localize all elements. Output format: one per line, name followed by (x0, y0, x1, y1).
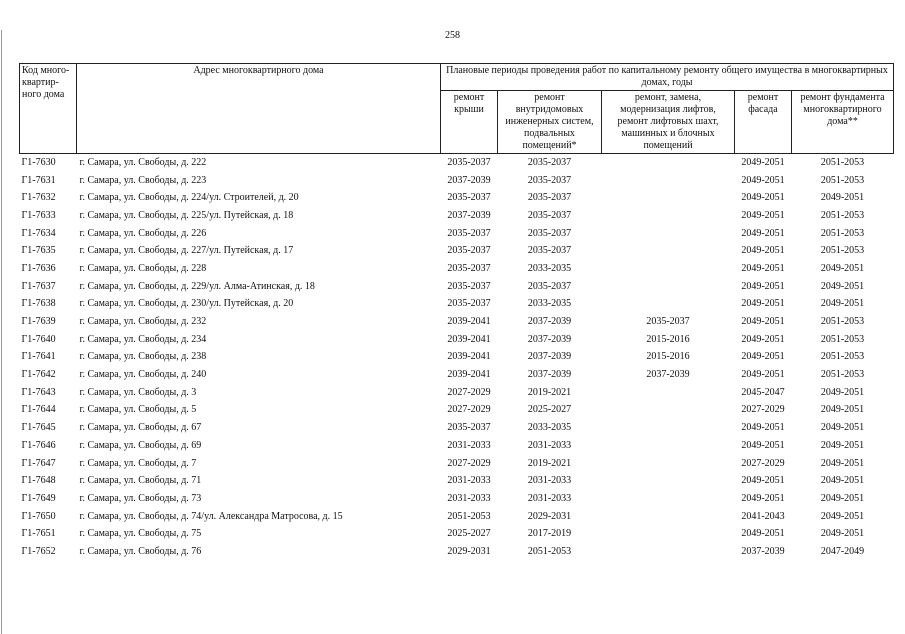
cell-address: г. Самара, ул. Свободы, д. 234 (79, 333, 207, 345)
cell-code: Г1-7641 (21, 351, 56, 363)
cell-roof: 2035-2037 (447, 156, 491, 168)
cell-foundation: 2049-2051 (820, 262, 865, 274)
cell-elevators (602, 543, 735, 561)
cell-roof: 2031-2033 (447, 492, 491, 504)
cell-facade: 2049-2051 (741, 156, 785, 168)
cell-elevators: 2035-2037 (646, 316, 690, 328)
cell-engineering: 2035-2037 (527, 156, 572, 168)
cell-facade: 2049-2051 (741, 209, 785, 221)
cell-elevators (602, 472, 735, 490)
cell-engineering: 2019-2021 (527, 386, 572, 398)
cell-engineering: 2031-2033 (527, 439, 572, 451)
page-number: 258 (445, 30, 460, 41)
cell-address: г. Самара, ул. Свободы, д. 232 (79, 316, 207, 328)
cell-engineering: 2031-2033 (527, 492, 572, 504)
cell-foundation: 2049-2051 (820, 298, 865, 310)
page-edge-rule (1, 30, 2, 634)
cell-facade: 2049-2051 (741, 351, 785, 363)
cell-engineering: 2035-2037 (527, 209, 572, 221)
cell-code: Г1-7640 (21, 333, 56, 345)
cell-address: г. Самара, ул. Свободы, д. 222 (79, 156, 207, 168)
cell-elevators: 2015-2016 (646, 333, 690, 345)
cell-facade: 2049-2051 (741, 316, 785, 328)
table-row (20, 242, 894, 260)
cell-elevators: 2037-2039 (646, 369, 690, 381)
cell-elevators (602, 207, 735, 225)
header-code: Код много-квартир-ного дома (20, 64, 77, 154)
cell-roof: 2027-2029 (447, 404, 491, 416)
cell-elevators (602, 525, 735, 543)
cell-foundation: 2051-2053 (820, 333, 865, 345)
cell-elevators (602, 296, 735, 314)
cell-address: г. Самара, ул. Свободы, д. 76 (79, 545, 202, 557)
cell-address: г. Самара, ул. Свободы, д. 224/ул. Строителей, д. 20 (79, 192, 299, 204)
cell-foundation: 2051-2053 (820, 245, 865, 257)
cell-elevators (602, 437, 735, 455)
cell-foundation: 2049-2051 (820, 422, 865, 434)
cell-code: Г1-7632 (21, 192, 56, 204)
cell-engineering: 2035-2037 (527, 280, 572, 292)
cell-engineering: 2035-2037 (527, 192, 572, 204)
table-row (20, 225, 894, 243)
table-row (20, 384, 894, 402)
cell-foundation: 2051-2053 (820, 174, 865, 186)
cell-facade: 2049-2051 (741, 298, 785, 310)
cell-engineering: 2017-2019 (527, 528, 572, 540)
cell-engineering: 2035-2037 (527, 245, 572, 257)
header-foundation: ремонт фундамента многоквартирного дома** (792, 91, 894, 154)
cell-elevators (602, 154, 735, 172)
cell-address: г. Самара, ул. Свободы, д. 75 (79, 528, 202, 540)
cell-foundation: 2051-2053 (820, 227, 865, 239)
cell-facade: 2041-2043 (741, 510, 785, 522)
cell-address: г. Самара, ул. Свободы, д. 69 (79, 439, 202, 451)
cell-roof: 2039-2041 (447, 316, 491, 328)
cell-address: г. Самара, ул. Свободы, д. 238 (79, 351, 207, 363)
cell-code: Г1-7651 (21, 528, 56, 540)
cell-roof: 2025-2027 (447, 528, 491, 540)
cell-address: г. Самара, ул. Свободы, д. 223 (79, 174, 207, 186)
cell-code: Г1-7647 (21, 457, 56, 469)
table-row (20, 472, 894, 490)
table-row (20, 402, 894, 420)
cell-address: г. Самара, ул. Свободы, д. 227/ул. Путейская, д. 17 (79, 245, 294, 257)
table-row (20, 189, 894, 207)
cell-roof: 2027-2029 (447, 457, 491, 469)
cell-facade: 2049-2051 (741, 280, 785, 292)
cell-roof: 2029-2031 (447, 545, 491, 557)
cell-facade: 2049-2051 (741, 422, 785, 434)
cell-elevators (602, 455, 735, 473)
cell-facade: 2049-2051 (741, 227, 785, 239)
cell-facade: 2049-2051 (741, 333, 785, 345)
table-row (20, 278, 894, 296)
header-address: Адрес многоквартирного дома (77, 64, 441, 154)
cell-roof: 2037-2039 (447, 174, 491, 186)
cell-code: Г1-7648 (21, 475, 56, 487)
cell-code: Г1-7642 (21, 369, 56, 381)
cell-roof: 2037-2039 (447, 209, 491, 221)
cell-code: Г1-7630 (21, 156, 56, 168)
cell-elevators (602, 242, 735, 260)
cell-engineering: 2029-2031 (527, 510, 572, 522)
cell-roof: 2039-2041 (447, 333, 491, 345)
table-row (20, 508, 894, 526)
cell-foundation: 2049-2051 (820, 475, 865, 487)
cell-roof: 2031-2033 (447, 439, 491, 451)
cell-foundation: 2049-2051 (820, 280, 865, 292)
table-row (20, 525, 894, 543)
cell-facade: 2027-2029 (741, 404, 785, 416)
cell-foundation: 2051-2053 (820, 369, 865, 381)
cell-code: Г1-7637 (21, 280, 56, 292)
cell-facade: 2049-2051 (741, 192, 785, 204)
cell-elevators (602, 225, 735, 243)
cell-elevators: 2015-2016 (646, 351, 690, 363)
cell-foundation: 2049-2051 (820, 404, 865, 416)
cell-foundation: 2049-2051 (820, 510, 865, 522)
header-engineering: ремонт внутридомовых инженерных систем, подвальных помещений* (498, 91, 602, 154)
table-row (20, 366, 894, 384)
cell-code: Г1-7649 (21, 492, 56, 504)
cell-engineering: 2019-2021 (527, 457, 572, 469)
cell-elevators (602, 260, 735, 278)
cell-elevators (602, 508, 735, 526)
cell-code: Г1-7646 (21, 439, 56, 451)
cell-elevators (602, 384, 735, 402)
cell-facade: 2049-2051 (741, 492, 785, 504)
cell-code: Г1-7644 (21, 404, 56, 416)
cell-facade: 2045-2047 (741, 386, 785, 398)
table-row (20, 490, 894, 508)
cell-roof: 2035-2037 (447, 280, 491, 292)
cell-foundation: 2049-2051 (820, 492, 865, 504)
cell-code: Г1-7643 (21, 386, 56, 398)
cell-engineering: 2035-2037 (527, 174, 572, 186)
table-row (20, 260, 894, 278)
cell-code: Г1-7650 (21, 510, 56, 522)
cell-address: г. Самара, ул. Свободы, д. 3 (79, 386, 197, 398)
table-row (20, 543, 894, 561)
cell-facade: 2049-2051 (741, 262, 785, 274)
cell-foundation: 2051-2053 (820, 209, 865, 221)
cell-foundation: 2049-2051 (820, 457, 865, 469)
cell-elevators (602, 278, 735, 296)
cell-roof: 2039-2041 (447, 369, 491, 381)
table-row (20, 207, 894, 225)
cell-elevators (602, 419, 735, 437)
cell-elevators (602, 490, 735, 508)
cell-engineering: 2037-2039 (527, 333, 572, 345)
cell-roof: 2035-2037 (447, 262, 491, 274)
cell-foundation: 2051-2053 (820, 351, 865, 363)
table-row (20, 313, 894, 331)
cell-roof: 2035-2037 (447, 422, 491, 434)
cell-address: г. Самара, ул. Свободы, д. 226 (79, 227, 207, 239)
cell-code: Г1-7639 (21, 316, 56, 328)
cell-engineering: 2037-2039 (527, 351, 572, 363)
cell-address: г. Самара, ул. Свободы, д. 240 (79, 369, 207, 381)
cell-address: г. Самара, ул. Свободы, д. 7 (79, 457, 197, 469)
table-row (20, 455, 894, 473)
cell-roof: 2027-2029 (447, 386, 491, 398)
cell-elevators (602, 402, 735, 420)
cell-code: Г1-7633 (21, 209, 56, 221)
cell-address: г. Самара, ул. Свободы, д. 230/ул. Путейская, д. 20 (79, 298, 294, 310)
cell-roof: 2035-2037 (447, 227, 491, 239)
table-row (20, 296, 894, 314)
cell-foundation: 2049-2051 (820, 528, 865, 540)
cell-foundation: 2051-2053 (820, 316, 865, 328)
cell-roof: 2035-2037 (447, 192, 491, 204)
cell-foundation: 2049-2051 (820, 439, 865, 451)
cell-code: Г1-7631 (21, 174, 56, 186)
header-facade: ремонт фасада (735, 91, 792, 154)
cell-address: г. Самара, ул. Свободы, д. 229/ул. Алма-Атинская, д. 18 (79, 280, 315, 292)
cell-address: г. Самара, ул. Свободы, д. 225/ул. Путейская, д. 18 (79, 209, 294, 221)
cell-address: г. Самара, ул. Свободы, д. 71 (79, 475, 202, 487)
header-elevators: ремонт, замена, модернизация лифтов, ремонт лифтовых шахт, машинных и блочных помещений (602, 91, 735, 154)
cell-engineering: 2051-2053 (527, 545, 572, 557)
cell-code: Г1-7635 (21, 245, 56, 257)
cell-engineering: 2037-2039 (527, 316, 572, 328)
cell-code: Г1-7636 (21, 262, 56, 274)
cell-address: г. Самара, ул. Свободы, д. 74/ул. Александра Матросова, д. 15 (79, 510, 343, 522)
cell-elevators (602, 172, 735, 190)
cell-address: г. Самара, ул. Свободы, д. 5 (79, 404, 197, 416)
table-row (20, 154, 894, 172)
cell-address: г. Самара, ул. Свободы, д. 73 (79, 492, 202, 504)
cell-facade: 2049-2051 (741, 174, 785, 186)
table-row (20, 331, 894, 349)
cell-address: г. Самара, ул. Свободы, д. 228 (79, 262, 207, 274)
cell-engineering: 2031-2033 (527, 475, 572, 487)
cell-engineering: 2037-2039 (527, 369, 572, 381)
cell-foundation: 2051-2053 (820, 156, 865, 168)
cell-roof: 2051-2053 (447, 510, 491, 522)
cell-facade: 2049-2051 (741, 439, 785, 451)
cell-engineering: 2033-2035 (527, 422, 572, 434)
cell-address: г. Самара, ул. Свободы, д. 67 (79, 422, 202, 434)
cell-facade: 2049-2051 (741, 245, 785, 257)
cell-facade: 2027-2029 (741, 457, 785, 469)
cell-engineering: 2035-2037 (527, 227, 572, 239)
cell-engineering: 2033-2035 (527, 262, 572, 274)
table-row (20, 349, 894, 367)
cell-roof: 2031-2033 (447, 475, 491, 487)
cell-foundation: 2049-2051 (820, 192, 865, 204)
cell-code: Г1-7638 (21, 298, 56, 310)
table-body (20, 154, 894, 561)
table-row (20, 172, 894, 190)
cell-elevators (602, 189, 735, 207)
cell-facade: 2049-2051 (741, 475, 785, 487)
cell-engineering: 2025-2027 (527, 404, 572, 416)
table-header (20, 64, 894, 154)
cell-code: Г1-7634 (21, 227, 56, 239)
cell-code: Г1-7645 (21, 422, 56, 434)
cell-roof: 2035-2037 (447, 245, 491, 257)
cell-foundation: 2047-2049 (820, 545, 865, 557)
cell-facade: 2037-2039 (741, 545, 785, 557)
cell-foundation: 2049-2051 (820, 386, 865, 398)
table-row (20, 437, 894, 455)
cell-engineering: 2033-2035 (527, 298, 572, 310)
table-row (20, 419, 894, 437)
capital-repair-table (19, 63, 894, 561)
header-roof: ремонт крыши (441, 91, 498, 154)
cell-roof: 2039-2041 (447, 351, 491, 363)
cell-code: Г1-7652 (21, 545, 56, 557)
header-periods: Плановые периоды проведения работ по капитальному ремонту общего имущества в многоквартирных домах, годы (441, 64, 894, 91)
cell-roof: 2035-2037 (447, 298, 491, 310)
cell-facade: 2049-2051 (741, 528, 785, 540)
cell-facade: 2049-2051 (741, 369, 785, 381)
